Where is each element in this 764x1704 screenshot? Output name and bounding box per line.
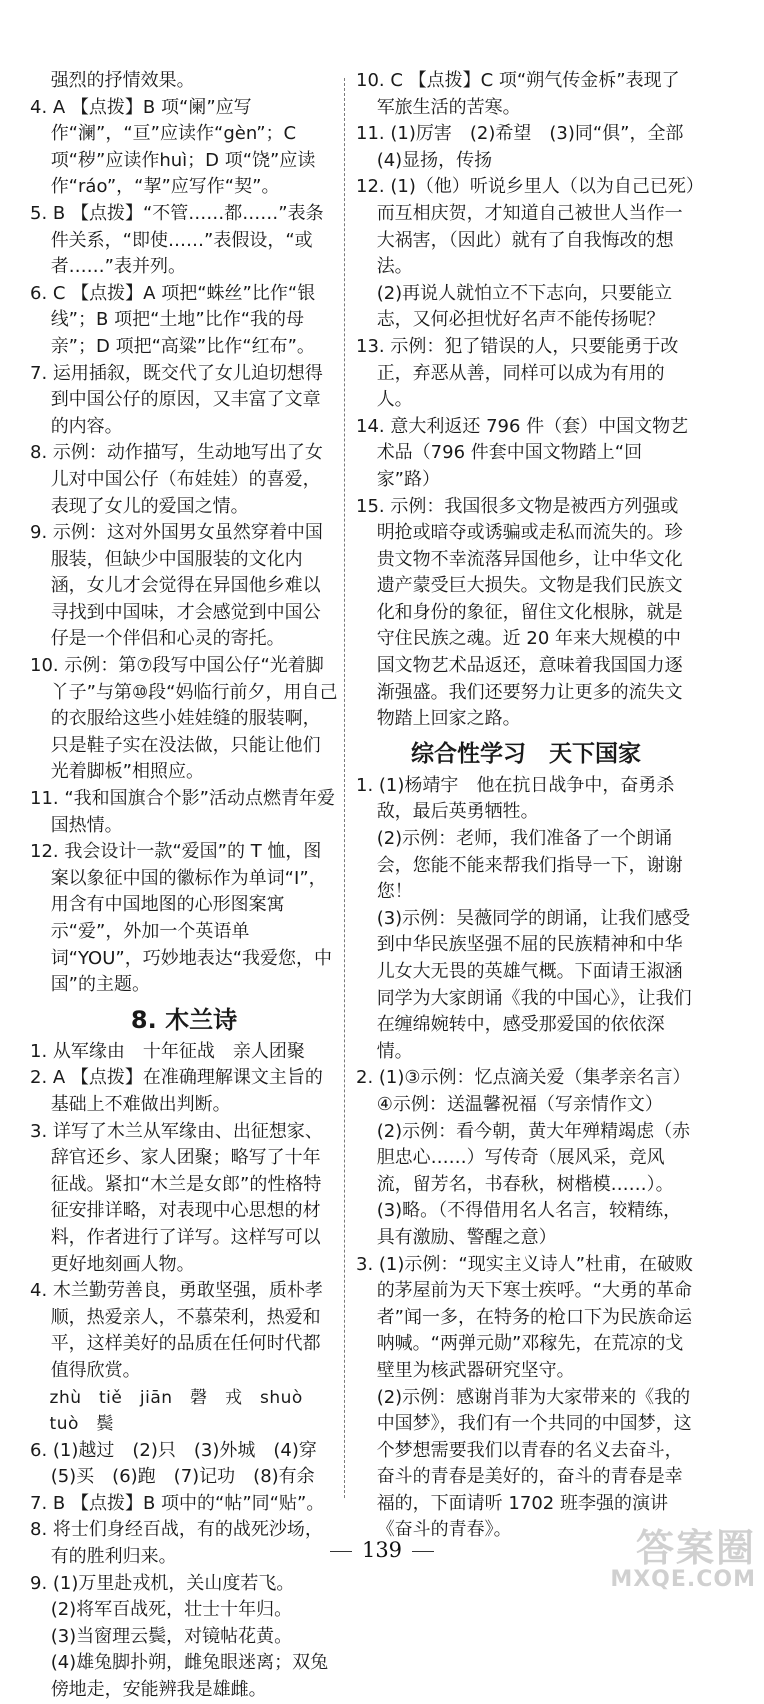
answer-item: 11. “我和国旗合个影”活动点燃青年爱国热情。 [30,788,335,836]
answer-item: 15. 示例：我国很多文物是被西方列强或明抢或暗夺或诱骗或走私而流失的。珍贵文物不幸流落异国他乡，让中华文化遗产蒙受巨大损失。文物是我们民族文化和身份的象征，留住文化根脉，就是守住民族之魂。近 20 年来大规模的中国文物艺术品返还，意味着我国国力逐渐强盛。我们还要努力让更多的流失文物踏上回家之路。 [356,495,683,730]
answer-item: 3. (1)示例：“现实主义诗人”杜甫，在破败的茅屋前为天下寒士疾呼。“大勇的革命者”闻一多，在特务的枪口下为民族命运呐喊。“两弹元勋”邓稼先，在荒凉的戈壁里为核武器研究坚守。 [356,1253,694,1381]
answer-subitem: (4)雄兔脚扑朔，雌兔眼迷离；双兔傍地走，安能辨我是雄雌。 [50,1652,329,1701]
answer-item: 7. B 【点拨】B 项中的“帖”同“贴”。 [30,1492,325,1514]
answer-item: 10. 示例：第⑦段写中国公仔“光着脚丫子”与第⑩段“妈临行前夕，用自己的衣服给这些小娃娃缝的服装啊，只是鞋子实在没法做，只能让他们光着脚板”相照应。 [30,655,338,783]
answer-subitem: (3)示例：吴薇同学的朗诵，让我们感受到中华民族坚强不屈的民族精神和中华儿女大无畏的英雄气概。下面请王淑涵同学为大家朗诵《我的中国心》，让我们在缠绵婉转中，感受那爱国的依依深情。 [376,907,692,1062]
column-divider [344,78,345,1498]
section-heading: 综合性学习 天下国家 [411,740,641,767]
page-number-dash-left [330,1551,352,1552]
answer-subitem: (3)略。（不得借用名人名言，较精练，具有激励、警醒之意） [376,1200,682,1248]
answer-item: 8. 示例：动作描写，生动地写出了女儿对中国公仔（布娃娃）的喜爱，表现了女儿的爱国之情。 [30,442,323,517]
page-number-dash-right [412,1551,434,1552]
answer-item: 6. C 【点拨】A 项把“蛛丝”比作“银线”；B 项把“土地”比作“我的母亲”；D 项把“高粱”比作“红布”。 [30,282,316,357]
answer-item: 7. 运用插叙，既交代了女儿迫切想得到中国公仔的原因，又丰富了文章的内容。 [30,362,323,437]
answer-item: 9. 示例：这对外国男女虽然穿着中国服装，但缺少中国服装的文化内涵，女儿才会觉得在异国他乡难以寻找到中国味，才会感觉到中国公仔是一个伴侣和心灵的寄托。 [30,522,323,650]
answer-item: 4. A 【点拨】B 项“阑”应写作“澜”，“亘”应读作“gèn”；C 项“秽”应读作huì；D 项“饶”应读作“ráo”，“挈”应写作“契”。 [30,96,316,198]
answer-item: 1. (1)杨靖宇 他在抗日战争中，奋勇杀敌，最后英勇牺牲。 [356,774,675,823]
answer-subitem: ④示例：送温馨祝福（写亲情作文） [376,1093,663,1115]
right-column [356,68,702,1544]
answer-subitem: 强烈的抒情效果。 [50,70,195,91]
answer-item: 8. 将士们身经百战，有的战死沙场，有的胜利归来。 [30,1519,323,1568]
answer-item: 9. (1)万里赴戎机，关山度若飞。 [30,1572,295,1594]
answer-item: 2. (1)③示例：忆点滴关爱（集孝亲名言） [356,1067,691,1089]
answer-item: 4. 木兰勤劳善良，勇敢坚强，质朴孝顺，热爱亲人，不慕荣利，热爱和平，这样美好的品质在任何时代都值得欣赏。 [30,1280,323,1381]
page-number-text: 139 [361,1538,403,1562]
answer-subitem: (2)示例：老师，我们准备了一个朗诵会，您能不能来帮我们指导一下，谢谢您！ [376,828,683,903]
watermark-en: MXQE.COM [610,1567,756,1592]
section-heading: 8. 木兰诗 [130,1005,238,1034]
answer-item: 11. (1)厉害 (2)希望 (3)同“俱”，全部 (4)显扬，传扬 [356,123,702,171]
left-column [30,68,338,1704]
answer-item: 1. 从军缘由 十年征战 亲人团聚 [30,1040,305,1062]
answer-item: 5. B 【点拨】“不管……都……”表条件关系，“即使……”表假设，“或者……”表并列。 [30,202,324,278]
answer-item: 2. A 【点拨】在准确理解课文主旨的基础上不难做出判断。 [30,1067,323,1115]
answer-subitem: (2)示例：感谢肖菲为大家带来的《我的中国梦》，我们有一个共同的中国梦，这个梦想需要我们以青春的名义去奋斗，奋斗的青春是美好的，奋斗的青春是幸福的，下面请听 1702 班李强的演讲《奋斗的青春》。 [376,1386,692,1541]
answer-subitem: (3)当窗理云鬓，对镜帖花黄。 [50,1625,293,1647]
watermark-cn: 答案圈 [635,1526,756,1570]
pinyin-line: zhù tiě jiān 磬 戎 shuò tuò 鬓 [49,1387,321,1435]
answer-item: 13. 示例：犯了错误的人，只要能勇于改正，弃恶从善，同样可以成为有用的人。 [356,335,679,411]
watermark-logo [576,1528,756,1594]
answer-item: 14. 意大利返还 796 件（套）中国文物艺术品（796 件套中国文物踏上“回家”路） [356,415,689,490]
answer-item: 3. 详写了木兰从军缘由、出征想家、辞官还乡、家人团聚；略写了十年征战。紧扣“木兰是女郎”的性格特征安排详略，对表现中心思想的材料，作者进行了详写。这样写可以更好地刻画人物。 [30,1120,323,1275]
answer-item: 12. (1)（他）听说乡里人（以为自己已死）而互相庆贺，才知道自己被世人当作一大祸害，（因此）就有了自我悔改的想法。 [356,176,695,278]
answer-subitem: (2)示例：看今朝，黄大年殚精竭虑（赤胆忠心……）写传奇（展风采，竞风流，留芳名，书春秋，树楷模……）。 [376,1120,691,1195]
answer-item: 12. 我会设计一款“爱国”的 T 恤，图案以象征中国的徽标作为单词“I”，用含有中国地图的心形图案寓示“爱”，外加一个英语单词“YOU”，巧妙地表达“我爱您，中国”的主题。 [30,841,333,996]
answer-subitem: (2)再说人就怕立不下志向，只要能立志，又何必担忧好名声不能传扬呢？ [376,282,673,331]
answer-item: 10. C 【点拨】C 项“朔气传金柝”表现了军旅生活的苦寒。 [356,70,680,118]
answer-item: 6. (1)越过 (2)只 (3)外城 (4)穿 (5)买 (6)跑 (7)记功 (8)有余 [30,1439,335,1488]
answer-subitem: (2)将军百战死，壮士十年归。 [50,1599,293,1621]
